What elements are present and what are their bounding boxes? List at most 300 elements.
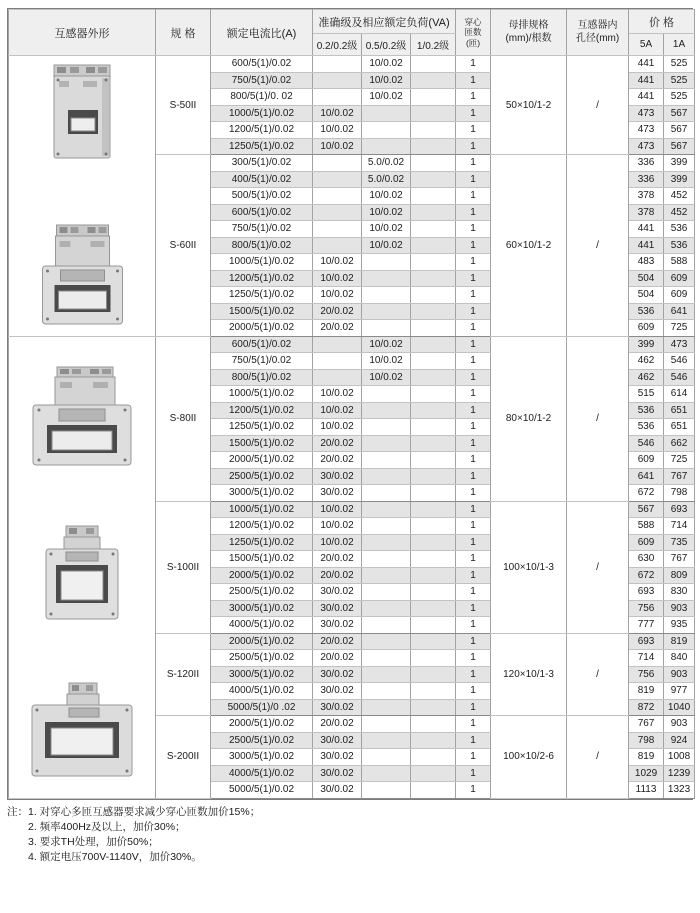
load-05-cell: 10/0.02 bbox=[362, 72, 411, 89]
price-5a-cell: 693 bbox=[629, 633, 664, 650]
load-02-cell bbox=[313, 369, 362, 386]
ratio-cell: 2000/5(1)/0.02 bbox=[211, 452, 313, 469]
price-1a-cell: 452 bbox=[664, 188, 695, 205]
load-02-cell: 20/0.02 bbox=[313, 320, 362, 337]
load-1-cell bbox=[411, 485, 456, 502]
load-1-cell bbox=[411, 452, 456, 469]
spec-table-wrap bbox=[7, 8, 693, 800]
load-1-cell bbox=[411, 683, 456, 700]
price-5a-cell: 672 bbox=[629, 485, 664, 502]
load-02-cell: 20/0.02 bbox=[313, 633, 362, 650]
load-02-cell: 20/0.02 bbox=[313, 452, 362, 469]
load-1-cell bbox=[411, 650, 456, 667]
load-05-cell bbox=[362, 386, 411, 403]
turns-cell: 1 bbox=[456, 452, 491, 469]
price-1a-cell: 609 bbox=[664, 287, 695, 304]
load-1-cell bbox=[411, 287, 456, 304]
load-02-cell bbox=[313, 155, 362, 172]
load-1-cell bbox=[411, 435, 456, 452]
load-1-cell bbox=[411, 749, 456, 766]
turns-cell: 1 bbox=[456, 666, 491, 683]
load-05-cell bbox=[362, 584, 411, 601]
price-1a-cell: 525 bbox=[664, 72, 695, 89]
turns-cell: 1 bbox=[456, 716, 491, 733]
ratio-cell: 2000/5(1)/0.02 bbox=[211, 320, 313, 337]
ratio-cell: 1000/5(1)/0.02 bbox=[211, 254, 313, 271]
load-02-cell bbox=[313, 89, 362, 106]
load-1-cell bbox=[411, 518, 456, 535]
load-05-cell bbox=[362, 303, 411, 320]
price-1a-cell: 567 bbox=[664, 105, 695, 122]
hole-cell: / bbox=[567, 633, 629, 716]
turns-cell: 1 bbox=[456, 419, 491, 436]
turns-cell: 1 bbox=[456, 749, 491, 766]
product-image-stack bbox=[9, 337, 155, 798]
busbar-cell: 60×10/1-2 bbox=[491, 155, 567, 337]
price-5a-cell: 714 bbox=[629, 650, 664, 667]
load-1-cell bbox=[411, 501, 456, 518]
ratio-cell: 1500/5(1)/0.02 bbox=[211, 435, 313, 452]
load-02-cell bbox=[313, 336, 362, 353]
price-5a-cell: 441 bbox=[629, 221, 664, 238]
turns-cell: 1 bbox=[456, 567, 491, 584]
price-1a-cell: 473 bbox=[664, 336, 695, 353]
load-05-cell bbox=[362, 600, 411, 617]
ratio-cell: 500/5(1)/0.02 bbox=[211, 188, 313, 205]
header-turns-line1: 穿心 bbox=[464, 17, 482, 28]
load-02-cell: 30/0.02 bbox=[313, 617, 362, 634]
load-02-cell: 10/0.02 bbox=[313, 105, 362, 122]
outline-cell bbox=[9, 336, 156, 798]
price-1a-cell: 1040 bbox=[664, 699, 695, 716]
load-05-cell bbox=[362, 270, 411, 287]
load-1-cell bbox=[411, 600, 456, 617]
ratio-cell: 5000/5(1)/0 .02 bbox=[211, 699, 313, 716]
busbar-cell: 80×10/1-2 bbox=[491, 336, 567, 501]
turns-cell: 1 bbox=[456, 138, 491, 155]
notes-lines bbox=[28, 805, 260, 865]
ratio-cell: 1500/5(1)/0.02 bbox=[211, 303, 313, 320]
load-05-cell bbox=[362, 435, 411, 452]
header-hole-line2: 孔径(mm) bbox=[575, 32, 620, 44]
ct-s60-photo bbox=[35, 221, 130, 332]
turns-cell: 1 bbox=[456, 633, 491, 650]
price-5a-cell: 399 bbox=[629, 336, 664, 353]
ratio-cell: 3000/5(1)/0.02 bbox=[211, 485, 313, 502]
hole-cell: / bbox=[567, 56, 629, 155]
load-05-cell: 5.0/0.02 bbox=[362, 171, 411, 188]
price-1a-cell: 798 bbox=[664, 485, 695, 502]
price-1a-cell: 651 bbox=[664, 402, 695, 419]
price-1a-cell: 567 bbox=[664, 122, 695, 139]
load-05-cell: 10/0.02 bbox=[362, 237, 411, 254]
spec-cell: S-80II bbox=[156, 336, 211, 501]
ratio-cell: 2500/5(1)/0.02 bbox=[211, 732, 313, 749]
turns-cell: 1 bbox=[456, 468, 491, 485]
header-price-1a: 1A bbox=[664, 34, 695, 56]
price-5a-cell: 819 bbox=[629, 683, 664, 700]
load-02-cell: 30/0.02 bbox=[313, 666, 362, 683]
load-1-cell bbox=[411, 732, 456, 749]
price-1a-cell: 536 bbox=[664, 221, 695, 238]
ratio-cell: 750/5(1)/0.02 bbox=[211, 72, 313, 89]
load-1-cell bbox=[411, 336, 456, 353]
load-02-cell bbox=[313, 204, 362, 221]
notes-prefix: 注： bbox=[7, 805, 28, 818]
turns-cell: 1 bbox=[456, 336, 491, 353]
load-02-cell: 10/0.02 bbox=[313, 254, 362, 271]
ratio-cell: 1200/5(1)/0.02 bbox=[211, 518, 313, 535]
load-05-cell bbox=[362, 633, 411, 650]
load-05-cell: 10/0.02 bbox=[362, 204, 411, 221]
turns-cell: 1 bbox=[456, 72, 491, 89]
load-02-cell: 10/0.02 bbox=[313, 419, 362, 436]
load-02-cell: 30/0.02 bbox=[313, 732, 362, 749]
turns-cell: 1 bbox=[456, 171, 491, 188]
turns-cell: 1 bbox=[456, 353, 491, 370]
load-02-cell: 20/0.02 bbox=[313, 716, 362, 733]
ratio-cell: 600/5(1)/0.02 bbox=[211, 204, 313, 221]
ratio-cell: 800/5(1)/0. 02 bbox=[211, 89, 313, 106]
turns-cell: 1 bbox=[456, 617, 491, 634]
price-5a-cell: 441 bbox=[629, 56, 664, 73]
load-02-cell: 30/0.02 bbox=[313, 782, 362, 799]
ratio-cell: 1200/5(1)/0.02 bbox=[211, 402, 313, 419]
price-5a-cell: 378 bbox=[629, 188, 664, 205]
product-image-stack bbox=[9, 56, 155, 336]
load-1-cell bbox=[411, 155, 456, 172]
price-1a-cell: 546 bbox=[664, 353, 695, 370]
header-busbar-line1: 母排规格 bbox=[508, 20, 549, 31]
price-5a-cell: 546 bbox=[629, 435, 664, 452]
header-load-05: 0.5/0.2级 bbox=[362, 34, 411, 56]
turns-cell: 1 bbox=[456, 320, 491, 337]
price-5a-cell: 1029 bbox=[629, 765, 664, 782]
price-1a-cell: 725 bbox=[664, 320, 695, 337]
header-busbar bbox=[491, 10, 567, 56]
load-02-cell: 30/0.02 bbox=[313, 683, 362, 700]
hole-cell: / bbox=[567, 716, 629, 799]
price-5a-cell: 378 bbox=[629, 204, 664, 221]
turns-cell: 1 bbox=[456, 287, 491, 304]
ratio-cell: 1250/5(1)/0.02 bbox=[211, 138, 313, 155]
load-1-cell bbox=[411, 105, 456, 122]
load-1-cell bbox=[411, 716, 456, 733]
load-02-cell: 30/0.02 bbox=[313, 699, 362, 716]
turns-cell: 1 bbox=[456, 369, 491, 386]
load-02-cell: 30/0.02 bbox=[313, 765, 362, 782]
load-1-cell bbox=[411, 237, 456, 254]
price-1a-cell: 935 bbox=[664, 617, 695, 634]
ratio-cell: 1000/5(1)/0.02 bbox=[211, 501, 313, 518]
load-02-cell: 20/0.02 bbox=[313, 650, 362, 667]
load-1-cell bbox=[411, 386, 456, 403]
load-1-cell bbox=[411, 270, 456, 287]
ct-s100-photo bbox=[36, 523, 128, 626]
price-1a-cell: 903 bbox=[664, 666, 695, 683]
outline-cell bbox=[9, 56, 156, 337]
price-5a-cell: 462 bbox=[629, 353, 664, 370]
price-5a-cell: 473 bbox=[629, 122, 664, 139]
price-1a-cell: 525 bbox=[664, 56, 695, 73]
price-1a-cell: 614 bbox=[664, 386, 695, 403]
load-05-cell bbox=[362, 551, 411, 568]
turns-cell: 1 bbox=[456, 501, 491, 518]
load-02-cell: 30/0.02 bbox=[313, 485, 362, 502]
load-02-cell: 30/0.02 bbox=[313, 584, 362, 601]
load-02-cell bbox=[313, 237, 362, 254]
header-spec: 规 格 bbox=[156, 10, 211, 56]
load-1-cell bbox=[411, 204, 456, 221]
note-line-2: 2. 频率400Hz及以上，加价30%； bbox=[28, 820, 186, 833]
header-busbar-line2: (mm)/根数 bbox=[505, 32, 552, 44]
busbar-cell: 50×10/1-2 bbox=[491, 56, 567, 155]
header-hole-line1: 互感器内 bbox=[577, 20, 618, 31]
price-1a-cell: 662 bbox=[664, 435, 695, 452]
price-1a-cell: 903 bbox=[664, 716, 695, 733]
load-05-cell: 10/0.02 bbox=[362, 221, 411, 238]
price-1a-cell: 830 bbox=[664, 584, 695, 601]
price-1a-cell: 840 bbox=[664, 650, 695, 667]
ratio-cell: 2000/5(1)/0.02 bbox=[211, 633, 313, 650]
header-turns-line3: (匝) bbox=[465, 37, 481, 48]
price-5a-cell: 336 bbox=[629, 155, 664, 172]
load-1-cell bbox=[411, 468, 456, 485]
load-1-cell bbox=[411, 369, 456, 386]
price-5a-cell: 609 bbox=[629, 452, 664, 469]
table-row bbox=[9, 336, 695, 353]
turns-cell: 1 bbox=[456, 584, 491, 601]
price-1a-cell: 903 bbox=[664, 600, 695, 617]
ratio-cell: 1500/5(1)/0.02 bbox=[211, 551, 313, 568]
price-5a-cell: 872 bbox=[629, 699, 664, 716]
load-05-cell: 10/0.02 bbox=[362, 188, 411, 205]
note-line-3: 3. 要求TH处理，加价50%； bbox=[28, 835, 159, 848]
price-1a-cell: 714 bbox=[664, 518, 695, 535]
ratio-cell: 750/5(1)/0.02 bbox=[211, 221, 313, 238]
ratio-cell: 2500/5(1)/0.02 bbox=[211, 468, 313, 485]
load-1-cell bbox=[411, 402, 456, 419]
turns-cell: 1 bbox=[456, 386, 491, 403]
load-1-cell bbox=[411, 122, 456, 139]
ratio-cell: 3000/5(1)/0.02 bbox=[211, 666, 313, 683]
ratio-cell: 4000/5(1)/0.02 bbox=[211, 765, 313, 782]
load-05-cell bbox=[362, 699, 411, 716]
load-05-cell bbox=[362, 683, 411, 700]
price-1a-cell: 693 bbox=[664, 501, 695, 518]
load-05-cell bbox=[362, 732, 411, 749]
ratio-cell: 1250/5(1)/0.02 bbox=[211, 534, 313, 551]
load-02-cell: 20/0.02 bbox=[313, 435, 362, 452]
busbar-cell: 100×10/1-3 bbox=[491, 501, 567, 633]
turns-cell: 1 bbox=[456, 485, 491, 502]
load-05-cell bbox=[362, 485, 411, 502]
price-5a-cell: 756 bbox=[629, 600, 664, 617]
ct-s80-photo bbox=[29, 364, 135, 471]
ratio-cell: 1250/5(1)/0.02 bbox=[211, 287, 313, 304]
load-05-cell bbox=[362, 567, 411, 584]
load-05-cell bbox=[362, 650, 411, 667]
spec-cell: S-60II bbox=[156, 155, 211, 337]
price-5a-cell: 693 bbox=[629, 584, 664, 601]
ratio-cell: 4000/5(1)/0.02 bbox=[211, 683, 313, 700]
price-5a-cell: 536 bbox=[629, 419, 664, 436]
load-1-cell bbox=[411, 782, 456, 799]
load-1-cell bbox=[411, 699, 456, 716]
price-1a-cell: 588 bbox=[664, 254, 695, 271]
ratio-cell: 3000/5(1)/0.02 bbox=[211, 600, 313, 617]
price-5a-cell: 1113 bbox=[629, 782, 664, 799]
note-line-1: 1. 对穿心多匝互感器要求减少穿心匝数加价15%； bbox=[28, 805, 261, 818]
hole-cell: / bbox=[567, 336, 629, 501]
ratio-cell: 300/5(1)/0.02 bbox=[211, 155, 313, 172]
price-5a-cell: 336 bbox=[629, 171, 664, 188]
load-05-cell: 10/0.02 bbox=[362, 56, 411, 73]
ratio-cell: 400/5(1)/0.02 bbox=[211, 171, 313, 188]
load-02-cell bbox=[313, 72, 362, 89]
load-05-cell bbox=[362, 765, 411, 782]
spec-table-body bbox=[9, 56, 695, 799]
ratio-cell: 2500/5(1)/0.02 bbox=[211, 650, 313, 667]
price-5a-cell: 473 bbox=[629, 105, 664, 122]
load-05-cell bbox=[362, 716, 411, 733]
load-02-cell: 10/0.02 bbox=[313, 287, 362, 304]
price-1a-cell: 567 bbox=[664, 138, 695, 155]
load-1-cell bbox=[411, 89, 456, 106]
price-1a-cell: 525 bbox=[664, 89, 695, 106]
hole-cell: / bbox=[567, 501, 629, 633]
price-5a-cell: 504 bbox=[629, 270, 664, 287]
spec-cell: S-120II bbox=[156, 633, 211, 716]
price-1a-cell: 536 bbox=[664, 237, 695, 254]
price-1a-cell: 767 bbox=[664, 551, 695, 568]
turns-cell: 1 bbox=[456, 204, 491, 221]
price-5a-cell: 777 bbox=[629, 617, 664, 634]
price-5a-cell: 515 bbox=[629, 386, 664, 403]
turns-cell: 1 bbox=[456, 254, 491, 271]
ratio-cell: 800/5(1)/0.02 bbox=[211, 237, 313, 254]
spec-cell: S-100II bbox=[156, 501, 211, 633]
table-row bbox=[9, 56, 695, 73]
ratio-cell: 1000/5(1)/0.02 bbox=[211, 386, 313, 403]
load-02-cell bbox=[313, 188, 362, 205]
load-05-cell: 10/0.02 bbox=[362, 369, 411, 386]
turns-cell: 1 bbox=[456, 435, 491, 452]
load-1-cell bbox=[411, 320, 456, 337]
header-ratio: 额定电流比(A) bbox=[211, 10, 313, 56]
price-1a-cell: 819 bbox=[664, 633, 695, 650]
load-05-cell bbox=[362, 105, 411, 122]
load-1-cell bbox=[411, 567, 456, 584]
price-1a-cell: 651 bbox=[664, 419, 695, 436]
load-05-cell bbox=[362, 749, 411, 766]
load-1-cell bbox=[411, 72, 456, 89]
load-1-cell bbox=[411, 584, 456, 601]
turns-cell: 1 bbox=[456, 782, 491, 799]
turns-cell: 1 bbox=[456, 188, 491, 205]
header-load-02: 0.2/0.2级 bbox=[313, 34, 362, 56]
load-02-cell bbox=[313, 221, 362, 238]
ratio-cell: 600/5(1)/0.02 bbox=[211, 336, 313, 353]
load-02-cell: 10/0.02 bbox=[313, 386, 362, 403]
load-02-cell: 30/0.02 bbox=[313, 749, 362, 766]
load-05-cell bbox=[362, 419, 411, 436]
load-05-cell bbox=[362, 287, 411, 304]
ratio-cell: 750/5(1)/0.02 bbox=[211, 353, 313, 370]
load-1-cell bbox=[411, 551, 456, 568]
turns-cell: 1 bbox=[456, 650, 491, 667]
load-02-cell bbox=[313, 353, 362, 370]
price-1a-cell: 546 bbox=[664, 369, 695, 386]
ratio-cell: 4000/5(1)/0.02 bbox=[211, 617, 313, 634]
load-05-cell bbox=[362, 452, 411, 469]
load-05-cell bbox=[362, 666, 411, 683]
ct-s50-photo bbox=[43, 60, 121, 165]
ratio-cell: 1200/5(1)/0.02 bbox=[211, 122, 313, 139]
header-outline: 互感器外形 bbox=[9, 10, 156, 56]
load-1-cell bbox=[411, 221, 456, 238]
load-05-cell bbox=[362, 501, 411, 518]
price-1a-cell: 725 bbox=[664, 452, 695, 469]
price-1a-cell: 399 bbox=[664, 171, 695, 188]
price-5a-cell: 441 bbox=[629, 72, 664, 89]
turns-cell: 1 bbox=[456, 270, 491, 287]
load-02-cell: 20/0.02 bbox=[313, 303, 362, 320]
load-02-cell: 30/0.02 bbox=[313, 600, 362, 617]
price-5a-cell: 462 bbox=[629, 369, 664, 386]
load-1-cell bbox=[411, 254, 456, 271]
price-5a-cell: 483 bbox=[629, 254, 664, 271]
turns-cell: 1 bbox=[456, 155, 491, 172]
load-05-cell: 10/0.02 bbox=[362, 353, 411, 370]
ratio-cell: 1000/5(1)/0.02 bbox=[211, 105, 313, 122]
ratio-cell: 2000/5(1)/0.02 bbox=[211, 716, 313, 733]
header-load-1: 1/0.2级 bbox=[411, 34, 456, 56]
load-1-cell bbox=[411, 138, 456, 155]
spec-cell: S-50II bbox=[156, 56, 211, 155]
load-1-cell bbox=[411, 419, 456, 436]
load-05-cell bbox=[362, 617, 411, 634]
price-5a-cell: 641 bbox=[629, 468, 664, 485]
price-1a-cell: 1239 bbox=[664, 765, 695, 782]
turns-cell: 1 bbox=[456, 237, 491, 254]
ratio-cell: 3000/5(1)/0.02 bbox=[211, 749, 313, 766]
price-5a-cell: 609 bbox=[629, 320, 664, 337]
ct-s120-photo bbox=[25, 680, 139, 783]
turns-cell: 1 bbox=[456, 56, 491, 73]
price-5a-cell: 819 bbox=[629, 749, 664, 766]
turns-cell: 1 bbox=[456, 518, 491, 535]
price-1a-cell: 735 bbox=[664, 534, 695, 551]
ratio-cell: 1250/5(1)/0.02 bbox=[211, 419, 313, 436]
price-1a-cell: 609 bbox=[664, 270, 695, 287]
price-5a-cell: 536 bbox=[629, 303, 664, 320]
price-5a-cell: 767 bbox=[629, 716, 664, 733]
price-1a-cell: 767 bbox=[664, 468, 695, 485]
price-1a-cell: 641 bbox=[664, 303, 695, 320]
price-5a-cell: 441 bbox=[629, 89, 664, 106]
load-1-cell bbox=[411, 188, 456, 205]
price-1a-cell: 1008 bbox=[664, 749, 695, 766]
load-05-cell bbox=[362, 782, 411, 799]
price-5a-cell: 504 bbox=[629, 287, 664, 304]
load-1-cell bbox=[411, 617, 456, 634]
price-5a-cell: 536 bbox=[629, 402, 664, 419]
load-05-cell: 5.0/0.02 bbox=[362, 155, 411, 172]
turns-cell: 1 bbox=[456, 732, 491, 749]
load-1-cell bbox=[411, 56, 456, 73]
turns-cell: 1 bbox=[456, 551, 491, 568]
